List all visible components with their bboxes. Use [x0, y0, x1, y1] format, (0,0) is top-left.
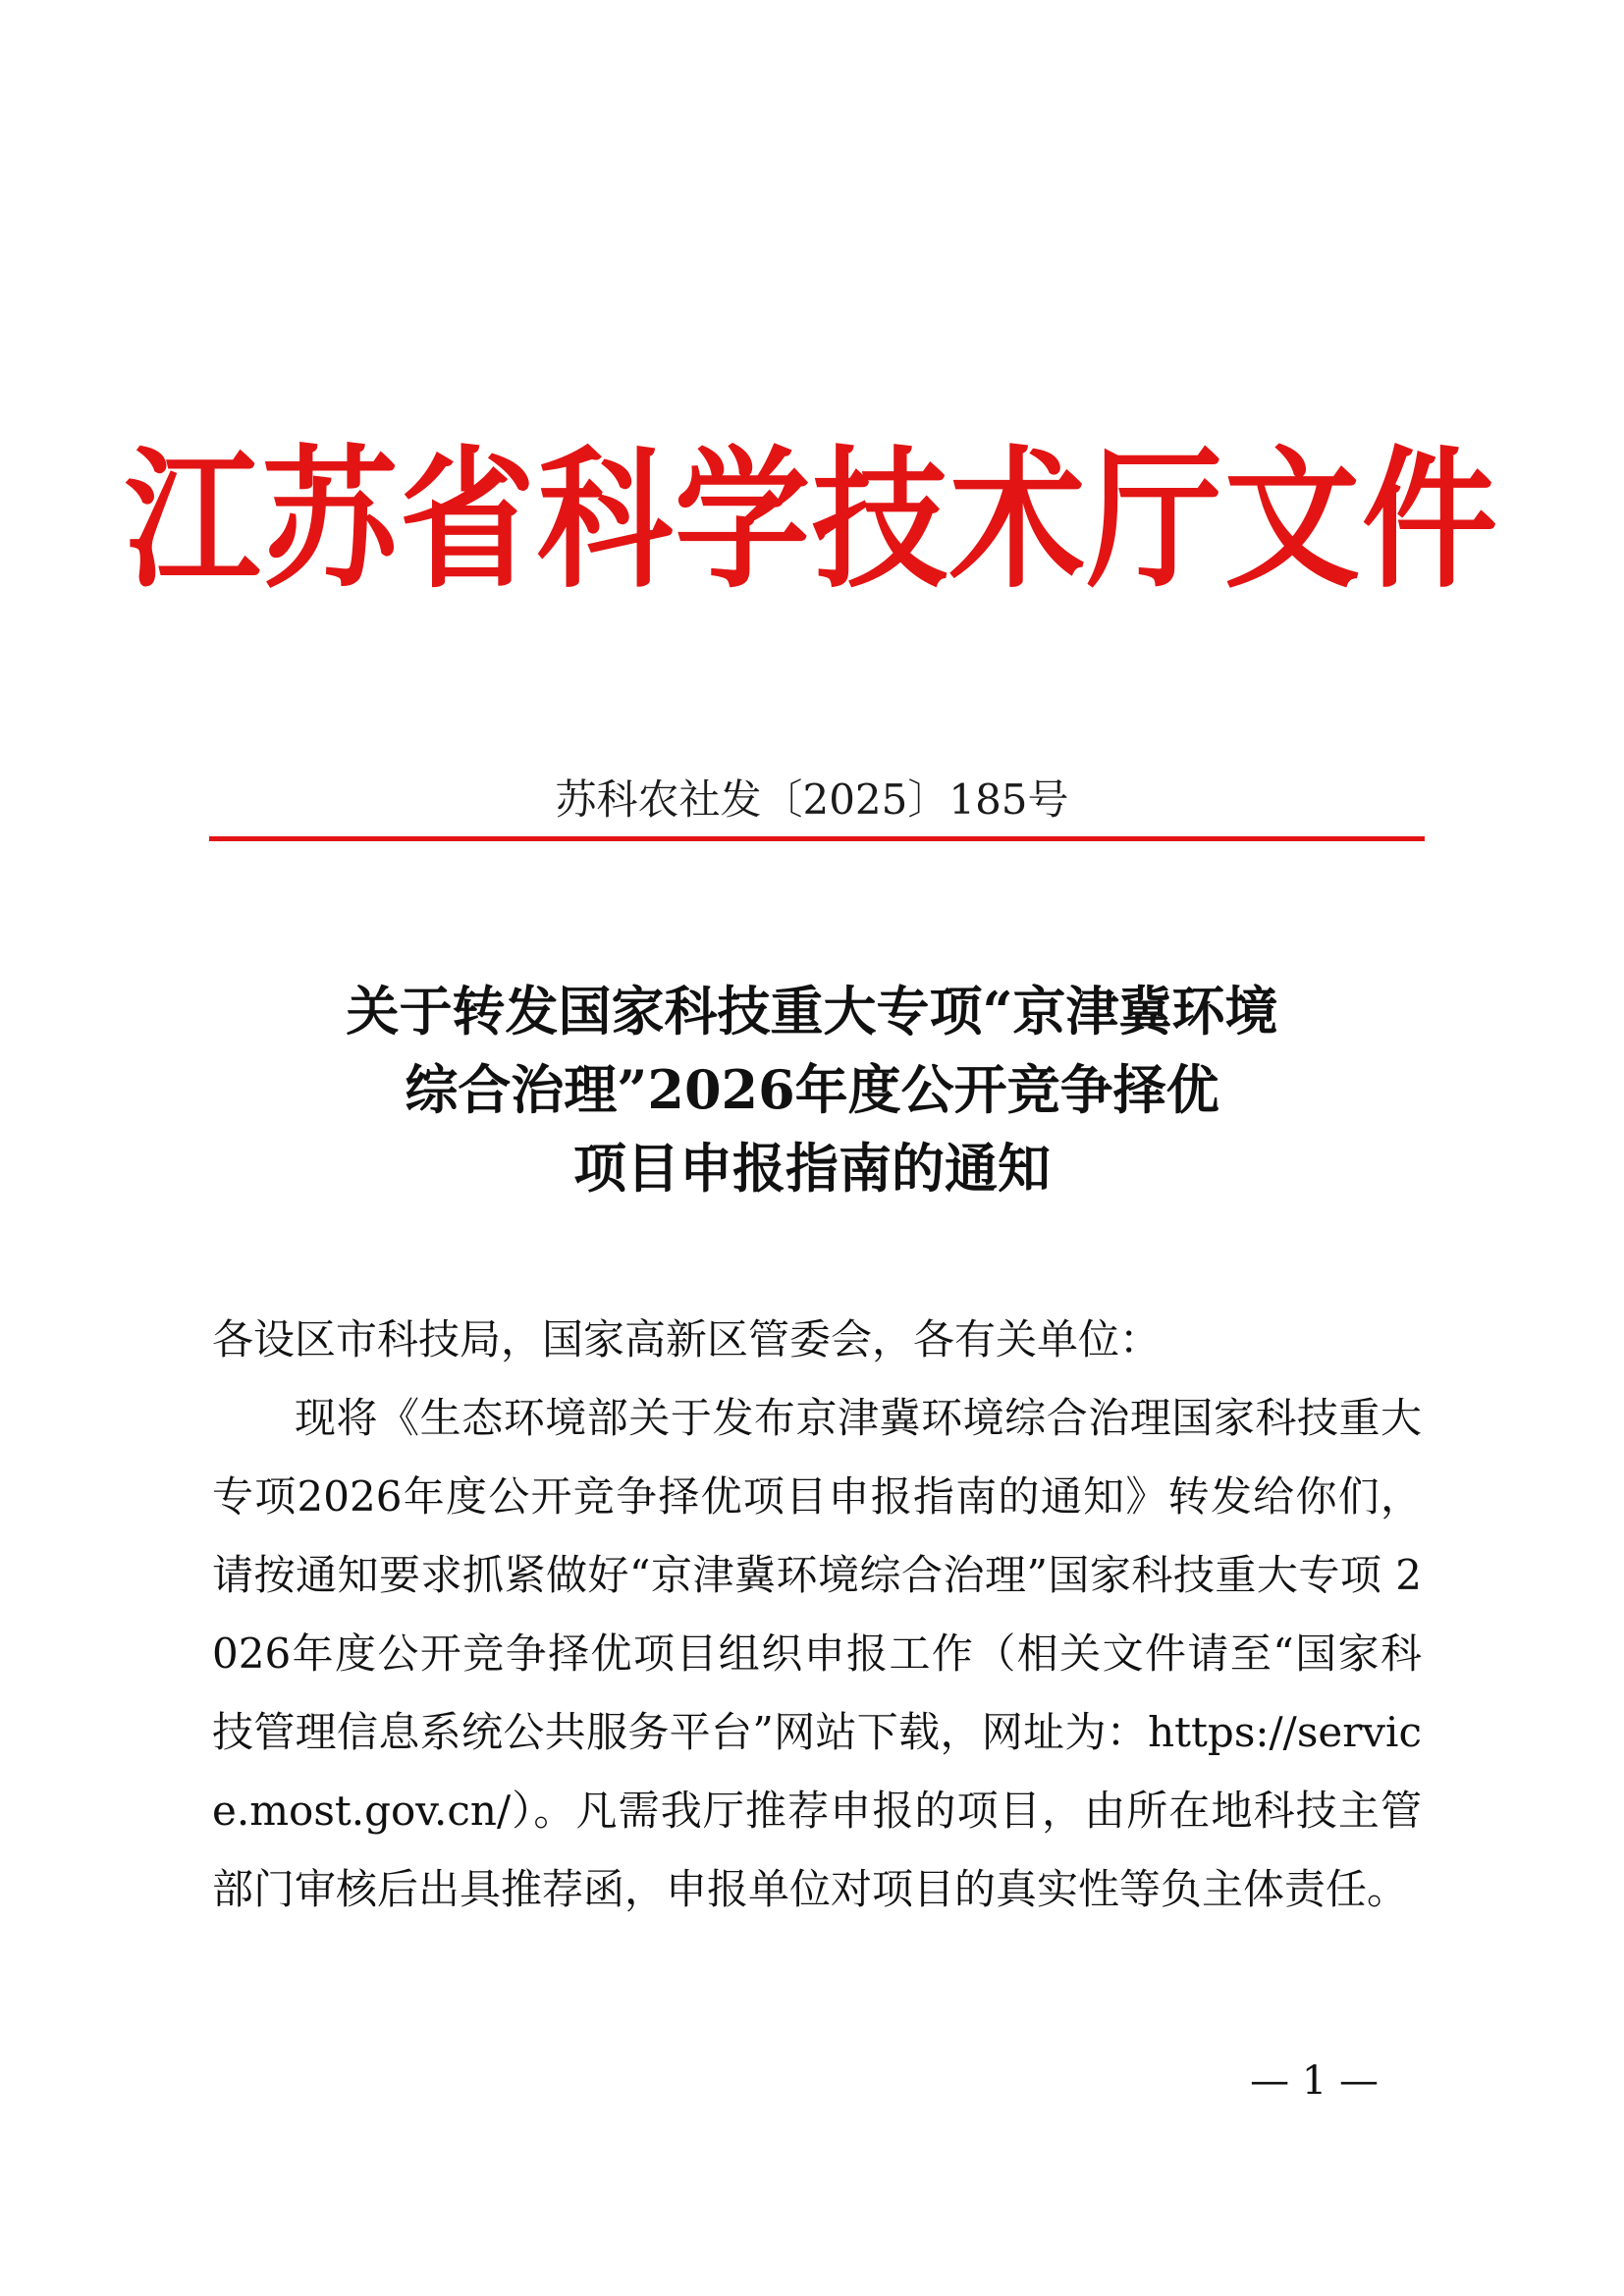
masthead-title: 江苏省科学技术厅文件 — [124, 432, 1499, 610]
red-divider-line — [209, 836, 1425, 841]
notice-title — [118, 972, 1506, 1207]
body-paragraph: 现将《生态环境部关于发布京津冀环境综合治理国家科技重大专项2026年度公开竞争择优项目申报指南的通知》转发给你们，请按通知要求抓紧做好“京津冀环境综合治理”国家科技重大专项 2026年度公开竞争择优项目组织申报工作（相关文件请至“国家科技管理信息系统公共服务平台”网站下载，网址为：https://service.most.gov.cn/）。凡需我厅推荐申报的项目，由所在地科技主管部门审核后出具推荐函，申报单位对项目的真实性等负主体责任。 — [212, 1394, 1422, 1913]
document-number: 苏科农社发〔2025〕185号 — [555, 775, 1069, 824]
notice-title-line-2: 综合治理”2026年度公开竞争择优 — [405, 1058, 1219, 1121]
notice-body — [212, 1301, 1422, 1929]
page-number: — 1 — — [1250, 2058, 1379, 2104]
notice-title-line-3: 项目申报指南的通知 — [573, 1137, 1051, 1200]
notice-title-line-1: 关于转发国家科技重大专项“京津冀环境 — [346, 980, 1278, 1042]
salutation: 各设区市科技局，国家高新区管委会，各有关单位： — [212, 1315, 1162, 1363]
